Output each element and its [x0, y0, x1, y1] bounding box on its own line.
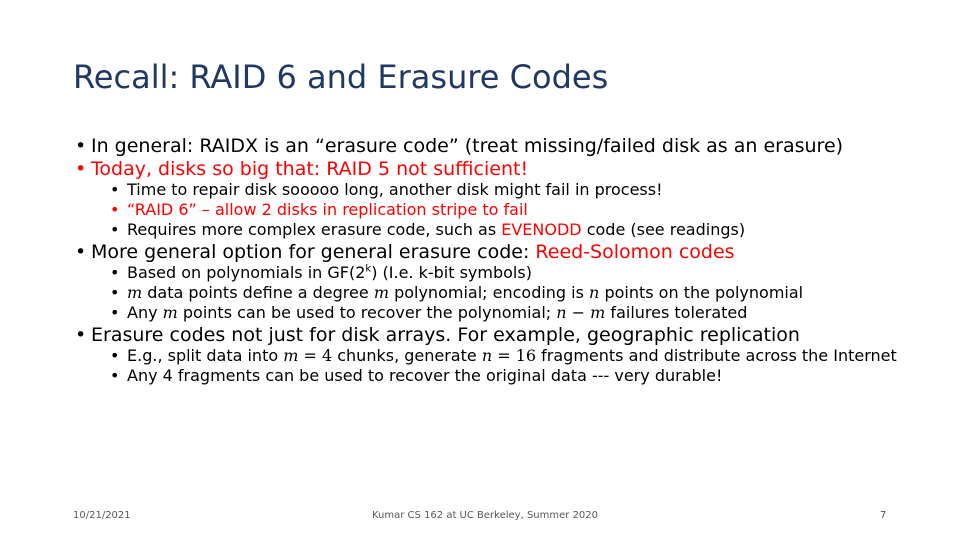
sub-bullet-split-example: [73, 346, 913, 366]
superscript-k: k: [365, 263, 372, 275]
slide-title: Recall: RAID 6 and Erasure Codes: [73, 58, 609, 96]
sub-bullet-raid6: [73, 200, 913, 220]
bullet-text: fragments and distribute across the Internet: [536, 346, 897, 365]
bullet-marker: •: [75, 158, 87, 180]
bullet-marker: •: [110, 263, 120, 282]
bullet-text: chunks, generate: [332, 346, 482, 365]
math-m: m: [373, 283, 389, 302]
bullet-geographic-replication: [73, 325, 913, 346]
footer-date: 10/21/2021: [73, 510, 131, 521]
bullet-marker: •: [110, 366, 120, 385]
math-minus: −: [566, 303, 591, 322]
bullet-text-post: ) (I.e. k-bit symbols): [371, 263, 532, 282]
bullet-raid5-insufficient: [73, 159, 913, 180]
math-n: n: [556, 303, 567, 322]
bullet-text-pre: Based on polynomials in GF(2: [127, 263, 366, 282]
evenodd-highlight: EVENODD: [501, 220, 582, 239]
bullet-marker: •: [110, 283, 120, 302]
bullet-text: Today, disks so big that: RAID 5 not sufficient!: [91, 158, 529, 180]
bullet-marker: •: [110, 346, 120, 365]
bullet-text-pre: Requires more complex erasure code, such as: [127, 220, 502, 239]
bullet-marker: •: [110, 220, 120, 239]
math-eq-4: = 4: [298, 346, 333, 365]
math-m: m: [127, 283, 143, 302]
bullet-erasure-code-intro: [73, 136, 913, 157]
bullet-text: E.g., split data into: [127, 346, 284, 365]
bullet-marker: •: [110, 303, 120, 322]
math-n: n: [481, 346, 493, 365]
bullet-list: [73, 134, 913, 386]
bullet-marker: •: [110, 200, 120, 219]
bullet-text-pre: More general option for general erasure code:: [91, 241, 536, 263]
bullet-marker: •: [75, 241, 87, 263]
bullet-marker: •: [75, 324, 87, 346]
bullet-text: Any 4 fragments can be used to recover the original data --- very durable!: [127, 366, 723, 385]
sub-bullet-durable: [73, 366, 913, 386]
bullet-marker: •: [110, 180, 120, 199]
math-m: m: [162, 303, 178, 322]
math-eq-16: = 16: [492, 346, 537, 365]
bullet-text: polynomial; encoding is: [388, 283, 590, 302]
bullet-text: “RAID 6” – allow 2 disks in replication stripe to fail: [127, 200, 528, 219]
reed-solomon-highlight: Reed-Solomon codes: [535, 241, 735, 263]
sub-bullet-evenodd: [73, 220, 913, 240]
math-n: n: [589, 283, 600, 302]
bullet-text: points on the polynomial: [599, 283, 804, 302]
bullet-reed-solomon: [73, 242, 913, 263]
page-number: 7: [880, 510, 887, 521]
footer-course: Kumar CS 162 at UC Berkeley, Summer 2020: [372, 510, 599, 521]
bullet-text: failures tolerated: [605, 303, 748, 322]
bullet-marker: •: [75, 135, 87, 157]
bullet-text: Erasure codes not just for disk arrays. For example, geographic replication: [91, 324, 800, 346]
sub-bullet-gf-polynomials: [73, 263, 913, 283]
bullet-text: Time to repair disk sooooo long, another disk might fail in process!: [127, 180, 663, 199]
bullet-text: data points define a degree: [142, 283, 374, 302]
sub-bullet-failures-tolerated: [73, 303, 913, 323]
bullet-text-post: code (see readings): [581, 220, 746, 239]
sub-bullet-repair-time: [73, 180, 913, 200]
bullet-text: Any: [127, 303, 163, 322]
bullet-text: In general: RAIDX is an “erasure code” (treat missing/failed disk as an erasure): [91, 135, 844, 157]
math-m: m: [590, 303, 606, 322]
sub-bullet-degree-polynomial: [73, 283, 913, 303]
math-m: m: [283, 346, 299, 365]
bullet-text: points can be used to recover the polynomial;: [177, 303, 557, 322]
